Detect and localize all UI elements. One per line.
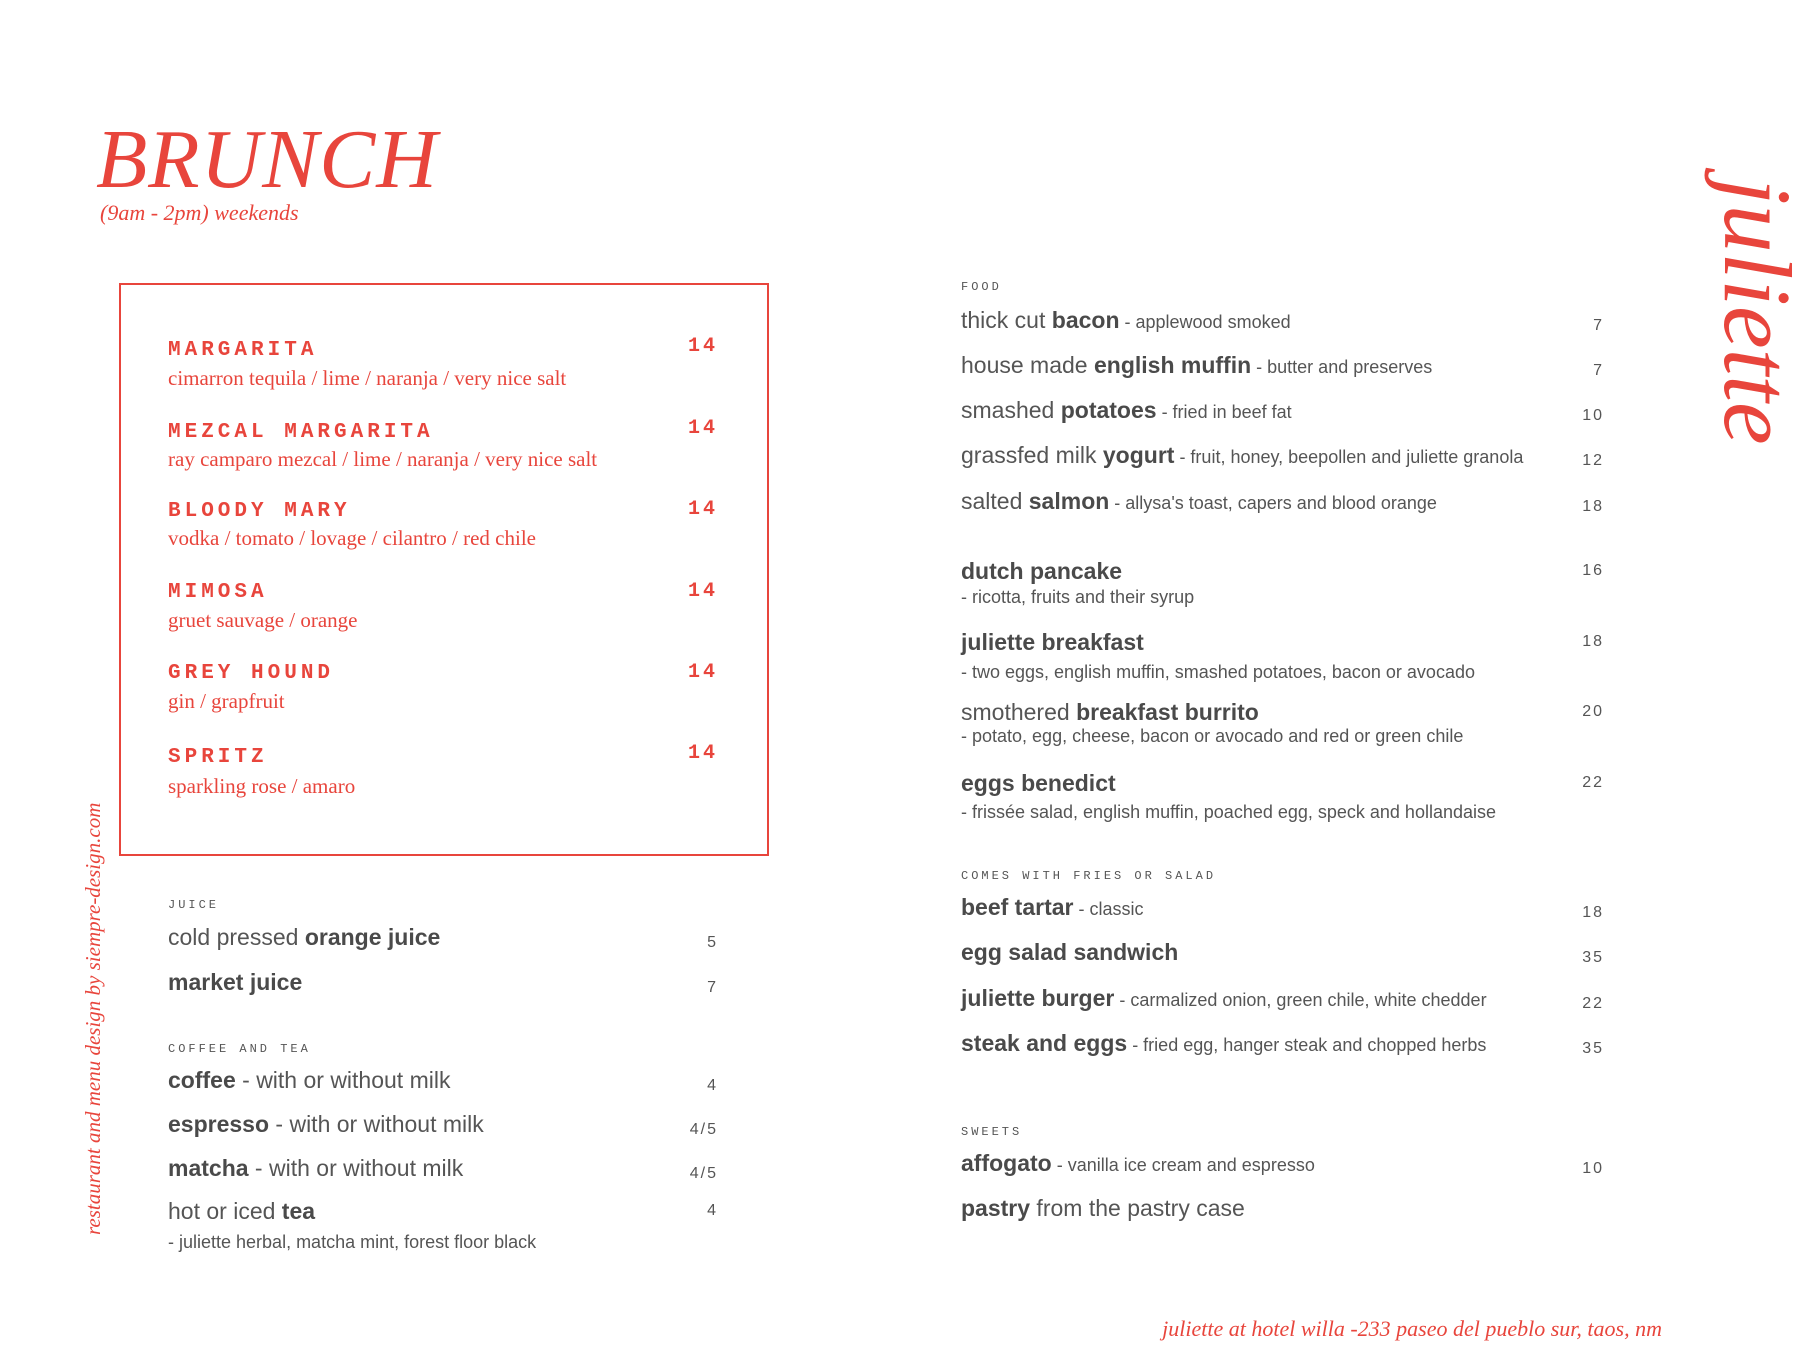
cocktail-price: 14 — [687, 498, 718, 521]
item-name: egg salad sandwich — [961, 939, 1179, 965]
item-description: - butter and preserves — [1251, 357, 1433, 377]
juliette-logo: juliette — [1704, 178, 1811, 445]
item-name: orange juice — [304, 924, 441, 950]
item-price: 7 — [1593, 362, 1604, 379]
item-price: 7 — [707, 979, 718, 996]
cocktail-description: vodka / tomato / lovage / cilantro / red chile — [168, 526, 536, 550]
fries-item — [961, 1032, 1486, 1055]
cocktail-name: MIMOSA — [168, 581, 268, 604]
sweets-item — [961, 1197, 1245, 1220]
item-name: pastry — [961, 1195, 1031, 1221]
coffee-item — [168, 1069, 450, 1092]
item-prefix: hot or iced — [168, 1198, 282, 1224]
item-description: - with or without milk — [248, 1155, 464, 1181]
cocktail-name: GREY HOUND — [168, 662, 335, 685]
item-price: 4 — [707, 1202, 718, 1219]
item-description: - fried in beef fat — [1156, 402, 1292, 422]
item-name: tea — [281, 1198, 316, 1224]
juice-section-label: JUICE — [168, 898, 220, 912]
item-name: beef tartar — [961, 894, 1074, 920]
item-description: - fried egg, hanger steak and chopped herbs — [1127, 1035, 1487, 1055]
food-item — [961, 631, 1144, 654]
food-item — [961, 309, 1291, 332]
item-price: 18 — [1582, 904, 1604, 921]
sweets-item — [961, 1152, 1315, 1175]
item-prefix: salted — [961, 488, 1029, 514]
item-subdescription: - two eggs, english muffin, smashed potatoes, bacon or avocado — [961, 662, 1475, 682]
item-price: 7 — [1593, 317, 1604, 334]
item-prefix: smothered — [961, 699, 1077, 725]
cocktail-price: 14 — [687, 335, 718, 358]
item-name: potatoes — [1060, 397, 1157, 423]
item-name: breakfast burrito — [1076, 699, 1259, 725]
sweets-section-label: SWEETS — [961, 1125, 1023, 1139]
cocktail-name: SPRITZ — [168, 746, 268, 769]
cocktail-price: 14 — [687, 580, 718, 603]
item-description: - allysa's toast, capers and blood orange — [1109, 493, 1437, 513]
item-name: matcha — [168, 1155, 249, 1181]
item-price: 16 — [1582, 562, 1604, 579]
item-name: bacon — [1051, 307, 1120, 333]
item-price: 4/5 — [689, 1121, 718, 1138]
cocktail-description: sparkling rose / amaro — [168, 774, 356, 798]
food-item — [961, 354, 1432, 377]
item-description: - carmalized onion, green chile, white chedder — [1114, 990, 1487, 1010]
item-name: dutch pancake — [961, 558, 1123, 584]
item-subdescription: - juliette herbal, matcha mint, forest floor black — [168, 1232, 537, 1252]
item-prefix: house made — [961, 352, 1094, 378]
coffee-item — [168, 1200, 315, 1223]
hours-subtitle: (9am - 2pm) weekends — [100, 200, 299, 225]
page-title: BRUNCH — [96, 113, 438, 206]
item-name: coffee — [168, 1067, 236, 1093]
cocktail-description: gruet sauvage / orange — [168, 608, 358, 632]
cocktail-name: MEZCAL MARGARITA — [168, 421, 434, 444]
fries-item — [961, 987, 1487, 1010]
item-name: salmon — [1028, 488, 1110, 514]
item-description: - applewood smoked — [1119, 312, 1291, 332]
item-prefix: cold pressed — [168, 924, 305, 950]
item-prefix: grassfed milk — [961, 442, 1103, 468]
fries-section-label: COMES WITH FRIES OR SALAD — [961, 869, 1217, 883]
item-name: market juice — [168, 969, 303, 995]
item-subdescription: - ricotta, fruits and their syrup — [961, 587, 1195, 607]
cocktail-name: MARGARITA — [168, 339, 318, 362]
juice-item — [168, 971, 302, 994]
item-subdescription: - frissée salad, english muffin, poached egg, speck and hollandaise — [961, 802, 1497, 822]
cocktail-price: 14 — [687, 742, 718, 765]
item-name: affogato — [961, 1150, 1052, 1176]
item-price: 22 — [1582, 995, 1604, 1012]
item-prefix: smashed — [961, 397, 1061, 423]
item-price: 10 — [1582, 407, 1604, 424]
item-description: - classic — [1073, 899, 1144, 919]
item-subdescription: - potato, egg, cheese, bacon or avocado and red or green chile — [961, 726, 1464, 746]
item-price: 35 — [1582, 1040, 1604, 1057]
food-item — [961, 701, 1259, 724]
item-price: 10 — [1582, 1160, 1604, 1177]
coffee-section-label: COFFEE AND TEA — [168, 1042, 311, 1056]
cocktail-description: cimarron tequila / lime / naranja / very nice salt — [168, 366, 567, 390]
item-price: 22 — [1582, 774, 1604, 791]
food-item — [961, 490, 1437, 513]
food-section-label: FOOD — [961, 280, 1002, 294]
item-price: 35 — [1582, 949, 1604, 966]
item-price: 18 — [1582, 498, 1604, 515]
fries-item — [961, 941, 1178, 964]
item-description: - with or without milk — [269, 1111, 484, 1137]
item-description: - vanilla ice cream and espresso — [1051, 1155, 1315, 1175]
fries-item — [961, 896, 1144, 919]
coffee-item — [168, 1113, 484, 1136]
food-item — [961, 444, 1523, 467]
item-name: steak and eggs — [961, 1030, 1128, 1056]
cocktail-price: 14 — [687, 661, 718, 684]
cocktail-price: 14 — [687, 417, 718, 440]
item-price: 4/5 — [689, 1165, 718, 1182]
item-price: 18 — [1582, 633, 1604, 650]
item-price: 20 — [1582, 703, 1604, 720]
item-price: 5 — [707, 934, 718, 951]
item-description: from the pastry case — [1030, 1195, 1245, 1221]
design-credit: restaurant and menu design by siempre-design.com — [81, 802, 105, 1235]
item-price: 4 — [707, 1077, 718, 1094]
cocktail-name: BLOODY MARY — [168, 500, 351, 523]
item-description: - fruit, honey, beepollen and juliette granola — [1174, 447, 1524, 467]
cocktail-description: ray camparo mezcal / lime / naranja / very nice salt — [168, 447, 598, 471]
item-name: yogurt — [1102, 442, 1175, 468]
address-footer: juliette at hotel willa -233 paseo del pueblo sur, taos, nm — [1162, 1316, 1662, 1341]
item-description: - with or without milk — [235, 1067, 451, 1093]
cocktail-description: gin / grapfruit — [168, 689, 285, 713]
item-name: juliette breakfast — [961, 629, 1144, 655]
food-item — [961, 560, 1122, 583]
item-name: eggs benedict — [961, 770, 1116, 796]
food-item — [961, 772, 1116, 795]
juice-item — [168, 926, 440, 949]
item-name: juliette burger — [961, 985, 1115, 1011]
food-item — [961, 399, 1292, 422]
item-name: espresso — [168, 1111, 270, 1137]
item-prefix: thick cut — [961, 307, 1052, 333]
item-price: 12 — [1582, 452, 1604, 469]
item-name: english muffin — [1093, 352, 1252, 378]
coffee-item — [168, 1157, 463, 1180]
